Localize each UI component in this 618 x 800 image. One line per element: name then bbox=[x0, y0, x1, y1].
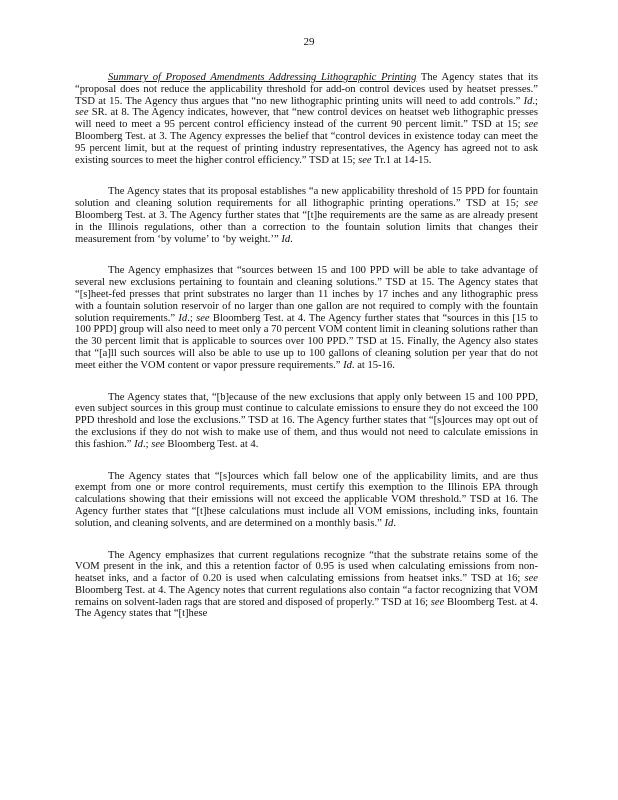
body-text bbox=[75, 72, 538, 620]
text-run: The Agency states that its proposal establishes “a new applicability threshold of 15 PPD for fountain solution and cleaning solution requirements for all lithographic printing operations.” TSD at 15; bbox=[75, 186, 538, 210]
text-run: The Agency states that, “[b]ecause of the new exclusions that apply only between 15 and 100 PPD, even subject sources in this group must continue to calculate emissions to ensure they do not exceed the 100 PPD threshold and lose the exclusions.” TSD at 16. The Agency further states that “[s]ources may opt out of the exclusions if they do not wish to make use of them, and thus would not need to calculate emissions in this fashion.” bbox=[75, 391, 538, 450]
citation-signal: see bbox=[75, 107, 89, 119]
citation-signal: see bbox=[430, 596, 445, 608]
paragraph bbox=[75, 72, 538, 166]
text-run: Bloomberg Test. at 4. The Agency further states that “sources in this [15 to 100 PPD] group will also need to meet only a 70 percent VOM content limit in cleaning solutions rather than the 30 percent limit that is applicable to sources over 100 PPD.” TSD at 15. Finally, the Agency also states that “[a]ll such sources will also be able to use up to 100 gallons of cleaning solution per year that do not meet either the VOM content or vapor pressure requirements.” bbox=[75, 312, 538, 371]
paragraph bbox=[75, 265, 538, 371]
paragraph bbox=[75, 550, 538, 621]
text-run: Bloomberg Test. at 3. The Agency further states that “[t]he requirements are the same as are already present in the Illinois regulations, other than a correction to the fountain solution limits that changes their measurement from ‘by volume’ to ‘by weight.’” bbox=[75, 209, 538, 245]
page-number: 29 bbox=[303, 36, 315, 48]
text-run: Bloomberg Test. at 4. The Agency states that “[t]hese bbox=[75, 596, 538, 620]
text-run: Bloomberg Test. at 4. bbox=[164, 438, 259, 450]
text-run: .; bbox=[532, 95, 538, 107]
text-run: .; bbox=[187, 312, 197, 324]
text-run: SR. at 8. The Agency indicates, however, that “new control devices on heatset web lithographic presses will need to meet a 95 percent control efficiency instead of the current 90 percent limit.” TSD at 15; bbox=[75, 107, 538, 131]
text-run: The Agency states that its “proposal does not reduce the applicability threshold for add-on control devices used by heatset presses.” TSD at 15. The Agency thus argues that “no new lithographic printing units will need to add controls.” bbox=[75, 72, 539, 107]
citation-signal: Id bbox=[523, 95, 533, 107]
citation-signal: see bbox=[524, 198, 538, 210]
citation-signal: see bbox=[358, 154, 372, 166]
paragraph bbox=[75, 186, 538, 245]
text-run: Tr.1 at 14-15. bbox=[371, 154, 432, 166]
section-heading: Summary of Proposed Amendments Addressing Lithographic Printing bbox=[108, 72, 417, 83]
citation-signal: Id bbox=[281, 233, 291, 245]
text-run: Bloomberg Test. at 4. The Agency notes that current regulations also contain “a factor recognizing that VOM remains on solvent-laden rags that are stored and disposed of properly.” TSD at 16; bbox=[75, 584, 538, 608]
text-run: . bbox=[393, 517, 396, 529]
citation-signal: Id bbox=[178, 312, 188, 324]
citation-signal: see bbox=[524, 573, 538, 585]
citation-signal: Id bbox=[134, 438, 143, 450]
citation-signal: Id bbox=[384, 517, 394, 529]
text-run: The Agency emphasizes that “sources between 15 and 100 PPD will be able to take advantage of several new exclusions pertaining to fountain and cleaning solutions.” TSD at 15. The Agency states that “[s]heet-fed presses that print substrates no larger than 11 inches by 17 inches and any lithographic press with a fountain solution reservoir of no larger than one gallon are not required to comply with the fountain solution requirements.” bbox=[75, 265, 538, 324]
text-run: The Agency emphasizes that current regulations recognize “that the substrate retains some of the VOM present in the ink, and this a retention factor of 0.95 is used when calculating emissions from non-heatset inks, and a factor of 0.20 is used when calculating emissions from heatset inks.” TSD at 16; bbox=[75, 549, 538, 585]
text-run: . bbox=[290, 233, 293, 245]
citation-signal: see bbox=[151, 438, 165, 450]
citation-signal: Id bbox=[343, 359, 352, 371]
paragraph bbox=[75, 392, 538, 451]
citation-signal: see bbox=[196, 312, 210, 324]
citation-signal: see bbox=[524, 119, 538, 131]
text-run: The Agency states that “[s]ources which fall below one of the applicability limits, and are thus exempt from one or more control requirements, must certify this exemption to the Illinois EPA through calculations showing that their emissions will not exceed the applicable VOM threshold.” TSD at 16. The Agency further states that “[t]hese calculations must include all VOM emissions, including inks, fountain solution, and cleaning solvents, and are determined on a monthly basis.” bbox=[75, 470, 538, 529]
text-run: Bloomberg Test. at 3. The Agency expresses the belief that “control devices in existence today can meet the 95 percent limit, but at the request of printing industry representatives, the Agency has agreed not to ask existing sources to meet the higher control efficiency.” TSD at 15; bbox=[75, 130, 538, 166]
text-run: .; bbox=[142, 438, 152, 450]
paragraph bbox=[75, 471, 538, 530]
text-run: . at 15-16. bbox=[351, 359, 395, 371]
